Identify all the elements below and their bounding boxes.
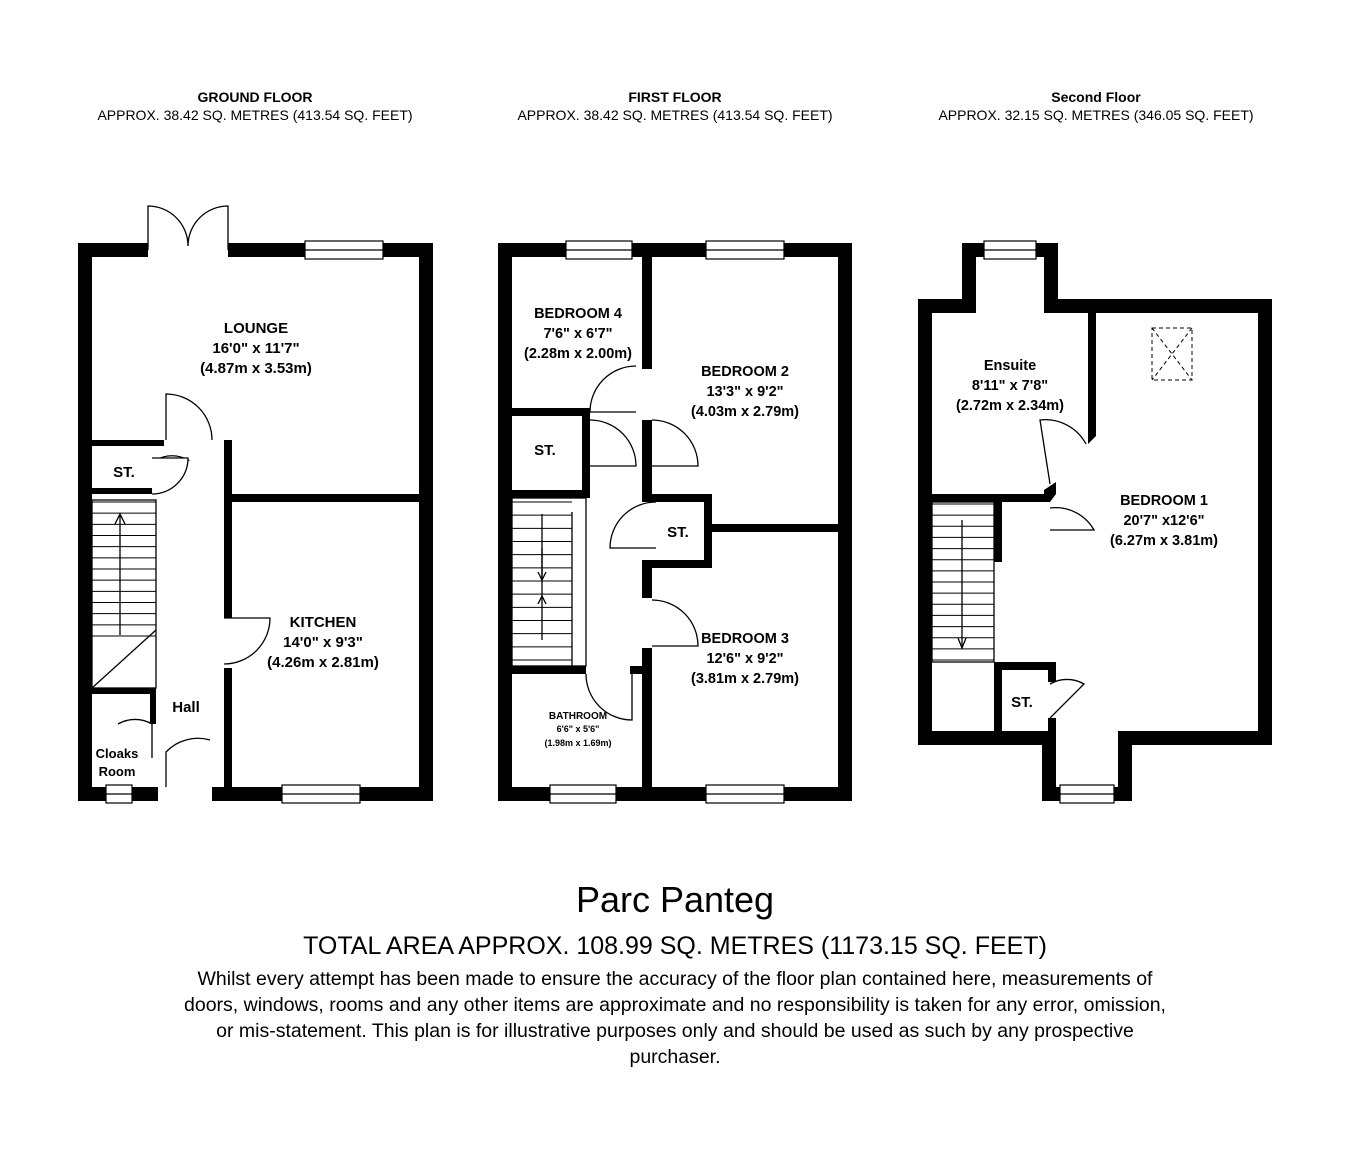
- interior-wall: [642, 257, 652, 369]
- exterior-wall: [838, 243, 852, 801]
- exterior-wall: [498, 243, 512, 801]
- exterior-wall: [1044, 299, 1272, 313]
- ground-floor-plan: [78, 206, 433, 803]
- interior-wall: [994, 662, 1002, 731]
- room-label-ensuite: [956, 358, 1064, 414]
- room-name-line2: Room: [98, 764, 136, 779]
- room-dim-imperial: 14'0" x 9'3": [283, 634, 363, 651]
- interior-wall: [630, 666, 652, 674]
- interior-wall: [224, 494, 419, 502]
- exterior-wall: [78, 243, 92, 801]
- floor-name: GROUND FLOOR: [197, 89, 313, 105]
- interior-wall: [150, 688, 156, 724]
- room-name: LOUNGE: [223, 320, 289, 337]
- interior-wall: [932, 494, 1050, 502]
- room-dim-metric: (4.26m x 2.81m): [267, 654, 379, 671]
- floor-area: APPROX. 38.42 SQ. METRES (413.54 SQ. FEET): [517, 107, 833, 123]
- room-dim-metric: (2.72m x 2.34m): [955, 398, 1065, 414]
- interior-wall: [1048, 718, 1056, 731]
- interior-wall: [224, 502, 232, 618]
- room-dim-imperial: 12'6" x 9'2": [706, 651, 784, 667]
- room-name: BEDROOM 2: [701, 364, 789, 380]
- room-dim-metric: (1.98m x 1.69m): [544, 738, 612, 748]
- floor-area: APPROX. 38.42 SQ. METRES (413.54 SQ. FEET): [97, 107, 413, 123]
- room-label-bedroom-1: [1110, 493, 1218, 549]
- room-label-store: ST.: [534, 442, 556, 459]
- room-label-kitchen: [267, 614, 379, 671]
- room-name: BEDROOM 4: [534, 306, 622, 322]
- interior-wall: [224, 668, 232, 787]
- room-label-store: ST.: [113, 464, 135, 481]
- exterior-wall: [918, 299, 932, 745]
- floor-area: APPROX. 32.15 SQ. METRES (346.05 SQ. FEET): [938, 107, 1254, 123]
- interior-wall: [642, 560, 712, 568]
- room-label-bedroom-2: [691, 364, 799, 420]
- interior-wall: [642, 420, 652, 496]
- exterior-wall: [1258, 299, 1272, 745]
- room-label-hall: Hall: [172, 699, 200, 716]
- interior-wall: [92, 440, 164, 446]
- second-floor-plan: [918, 241, 1272, 803]
- interior-wall: [994, 502, 1002, 562]
- room-name: BATHROOM: [548, 711, 608, 722]
- room-dim-imperial: 8'11" x 7'8": [971, 378, 1049, 394]
- interior-wall: [642, 494, 712, 502]
- interior-wall: [704, 524, 838, 532]
- room-label-bedroom-3: [691, 631, 799, 687]
- interior-wall: [994, 662, 1054, 670]
- room-label-bathroom: [544, 711, 611, 748]
- room-name: BEDROOM 3: [701, 631, 789, 647]
- interior-wall: [224, 440, 232, 502]
- floor-name: Second Floor: [1051, 89, 1141, 105]
- room-name: Ensuite: [983, 358, 1037, 374]
- interior-wall: [582, 408, 590, 496]
- exterior-wall: [1118, 731, 1272, 745]
- room-dim-imperial: 7'6" x 6'7": [543, 326, 613, 342]
- exterior-wall: [419, 243, 433, 801]
- exterior-wall: [498, 243, 852, 257]
- room-name: KITCHEN: [289, 614, 357, 631]
- interior-wall: [92, 688, 156, 694]
- interior-wall: [92, 488, 152, 494]
- room-label-cloaks-room: [96, 746, 139, 779]
- interior-wall: [1048, 662, 1056, 682]
- room-name: BEDROOM 1: [1120, 493, 1208, 509]
- interior-wall: [642, 560, 652, 598]
- room-label-store: ST.: [1011, 694, 1033, 711]
- interior-wall: [512, 408, 590, 416]
- room-dim-metric: (4.87m x 3.53m): [200, 360, 312, 377]
- interior-wall: [512, 490, 590, 498]
- exterior-wall: [918, 731, 1054, 745]
- room-dim-imperial: 16'0" x 11'7": [212, 340, 300, 357]
- room-label-store: ST.: [667, 524, 689, 541]
- room-name: Cloaks: [95, 746, 139, 761]
- room-dim-metric: (6.27m x 3.81m): [1109, 533, 1219, 549]
- room-dim-imperial: 13'3" x 9'2": [706, 384, 784, 400]
- room-label-bedroom-4: [524, 306, 632, 362]
- floor-name: FIRST FLOOR: [628, 89, 722, 105]
- room-dim-metric: (4.03m x 2.79m): [690, 404, 800, 420]
- total-area: TOTAL AREA APPROX. 108.99 SQ. METRES (1173.15 SQ. FEET): [303, 932, 1047, 960]
- room-dim-imperial: 20'7" x12'6": [1123, 513, 1205, 529]
- room-dim-imperial: 6'6" x 5'6": [556, 724, 600, 734]
- room-dim-metric: (2.28m x 2.00m): [523, 346, 633, 362]
- room-label-lounge: [200, 320, 312, 377]
- property-name: Parc Panteg: [575, 879, 775, 920]
- disclaimer-text: Whilst every attempt has been made to ensure the accuracy of the floor plan contained here, measurements of doors, windows, rooms and any other items are approximate and no responsibility is taken for any error, omission, or mis-statement. This plan is for illustrative purposes only and should be used as such by any prospective purchaser.: [184, 968, 1166, 1068]
- interior-wall: [512, 666, 586, 674]
- room-dim-metric: (3.81m x 2.79m): [690, 671, 800, 687]
